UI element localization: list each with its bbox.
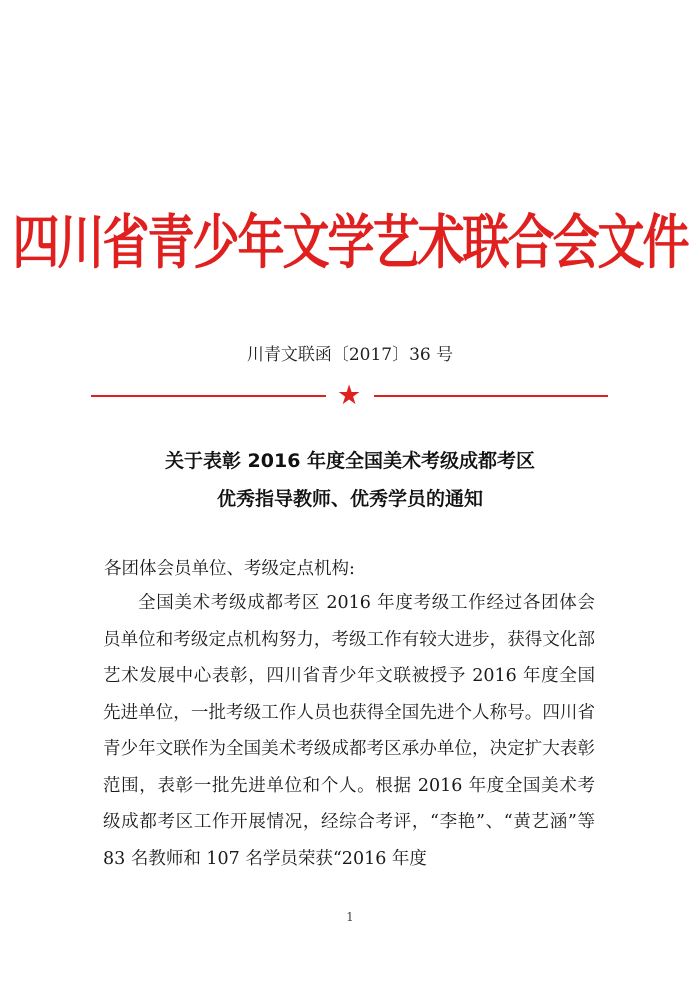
header-divider-right xyxy=(374,395,608,397)
salutation: 各团体会员单位、考级定点机构: xyxy=(104,559,355,579)
page-number: 1 xyxy=(346,910,354,924)
star-icon: ★ xyxy=(337,380,362,411)
body-paragraph: 全国美术考级成都考区 2016 年度考级工作经过各团体会员单位和考级定点机构努力，考级工作有较大进步，获得文化部艺术发展中心表彰，四川省青少年文联被授予 2016 年度全国先进单位，一批考级工作人员也获得全国先进个人称号。四川省青少年文联作为全国美术考级成都考区承办单位，决定扩大表彰范围，表彰一批先进单位和个人。根据 2016 年度全国美术考级成都考区工作开展情况，经综合考评，“李艳”、“黄艺涵”等 83 名教师和 107 名学员荣获“2016 年度 xyxy=(103,593,595,869)
notice-title-line-2: 优秀指导教师、优秀学员的通知 xyxy=(216,488,483,510)
notice-title-line-1: 关于表彰 2016 年度全国美术考级成都考区 xyxy=(164,450,536,472)
header-divider-left xyxy=(91,395,326,397)
document-number: 川青文联函〔2017〕36 号 xyxy=(246,345,454,365)
document-header-title: 四川省青少年文学艺术联合会文件 xyxy=(12,208,688,278)
